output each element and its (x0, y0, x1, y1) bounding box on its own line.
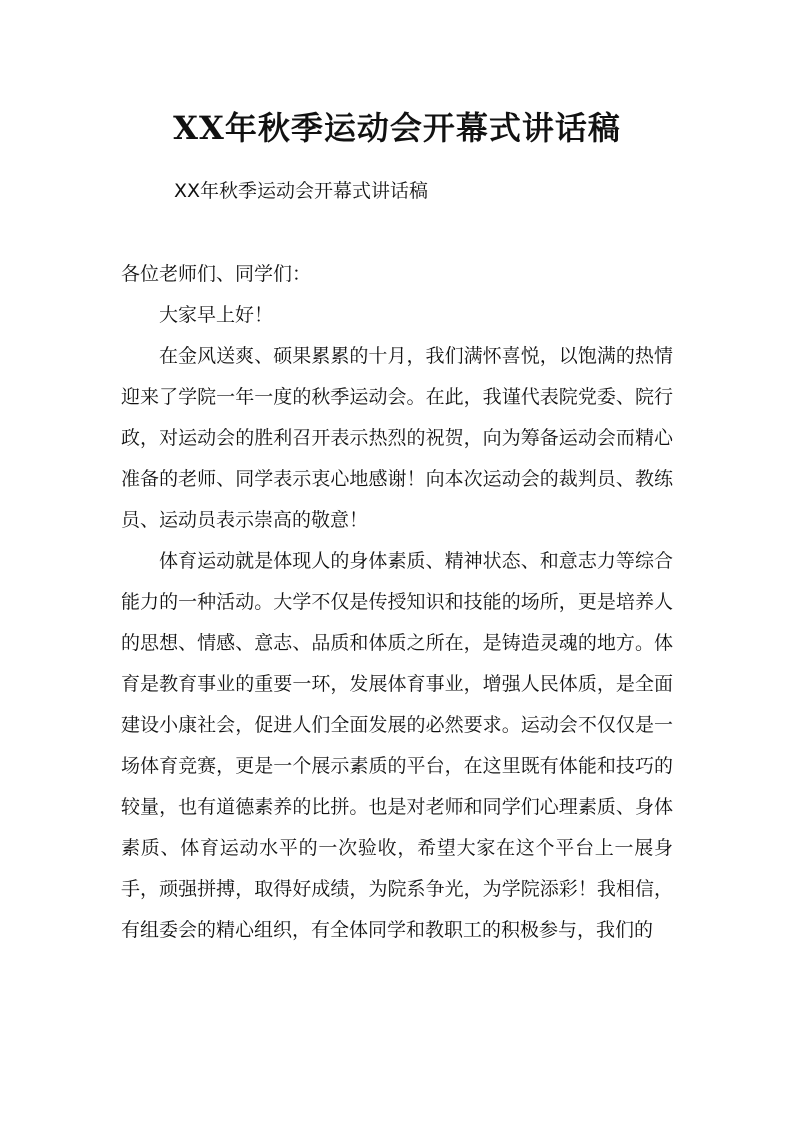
opening-paragraph: 在金风送爽、硕果累累的十月，我们满怀喜悦，以饱满的热情迎来了学院一年一度的秋季运动会。在此，我谨代表院党委、院行政，对运动会的胜利召开表示热烈的祝贺，向为筹备运动会而精心准备的老师、同学表示衷心地感谢！向本次运动会的裁判员、教练员、运动员表示崇高的敬意！ (121, 345, 673, 531)
document-body (121, 254, 673, 951)
greeting-paragraph: 大家早上好！ (159, 304, 274, 326)
salutation: 各位老师们、同学们： (121, 263, 312, 285)
sports-paragraph: 体育运动就是体现人的身体素质、精神状态、和意志力等综合能力的一种活动。大学不仅是传授知识和技能的场所，更是培养人的思想、情感、意志、品质和体质之所在，是铸造灵魂的地方。体育是教育事业的重要一环，发展体育事业，增强人民体质，是全面建设小康社会，促进人们全面发展的必然要求。运动会不仅仅是一场体育竞赛，更是一个展示素质的平台，在这里既有体能和技巧的较量，也有道德素养的比拼。也是对老师和同学们心理素质、身体素质、体育运动水平的一次验收，希望大家在这个平台上一展身手，顽强拼搏，取得好成绩，为院系争光，为学院添彩！我相信，有组委会的精心组织，有全体同学和教职工的积极参与，我们的 (121, 550, 673, 941)
document-title: XX年秋季运动会开幕式讲话稿 (173, 109, 621, 147)
document-subtitle: XX年秋季运动会开幕式讲话稿 (174, 180, 429, 202)
